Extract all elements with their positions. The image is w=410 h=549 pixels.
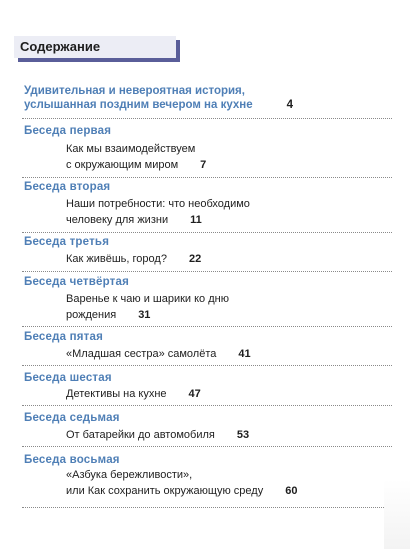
section-8-line-2: или Как сохранить окружающую среду 60	[66, 485, 298, 497]
dotted-divider	[22, 365, 392, 366]
section-title-5: Беседа пятая	[24, 331, 103, 343]
contents-header	[14, 36, 176, 58]
section-6-page-number: 47	[188, 388, 201, 400]
section-title-1: Беседа первая	[24, 125, 112, 137]
intro-line-1: Удивительная и невероятная история,	[24, 85, 245, 97]
section-7-line-1: От батарейки до автомобиля 53	[66, 429, 250, 441]
section-entry-5[interactable]	[66, 346, 251, 362]
dotted-divider	[22, 118, 392, 119]
section-entry-2[interactable]	[66, 196, 250, 228]
dotted-divider	[22, 177, 392, 178]
section-3-line-1: Как живёшь, город? 22	[66, 253, 202, 265]
section-entry-6[interactable]	[66, 386, 201, 402]
dotted-divider	[22, 507, 392, 508]
section-1-line-1: Как мы взаимодействуем	[66, 143, 196, 155]
section-7-page-number: 53	[236, 429, 250, 441]
section-title-4: Беседа четвёртая	[24, 276, 130, 288]
intro-entry[interactable]	[24, 84, 293, 112]
section-4-page-number: 31	[138, 309, 151, 321]
section-title-2: Беседа вторая	[24, 181, 111, 193]
section-entry-3[interactable]	[66, 251, 201, 267]
section-entry-4[interactable]	[66, 291, 229, 323]
section-entry-8[interactable]	[66, 467, 297, 499]
section-1-line-2: с окружающим миром 7	[66, 159, 207, 171]
intro-page-number: 4	[286, 99, 294, 111]
intro-line-2: услышанная поздним вечером на кухне 4	[24, 99, 294, 111]
section-title-3: Беседа третья	[24, 236, 110, 248]
section-5-page-number: 41	[238, 348, 251, 360]
section-entry-1[interactable]	[66, 141, 206, 173]
dotted-divider	[22, 446, 392, 447]
section-8-line-1: «Азбука бережливости»,	[66, 469, 193, 481]
dotted-divider	[22, 232, 392, 233]
section-8-page-number: 60	[285, 485, 298, 497]
section-2-line-2: человеку для жизни 11	[66, 214, 202, 226]
section-3-page-number: 22	[188, 253, 202, 265]
section-2-page-number: 11	[190, 214, 202, 226]
section-entry-7[interactable]	[66, 427, 249, 443]
section-2-line-1: Наши потребности: что необходимо	[66, 198, 250, 210]
dotted-divider	[22, 405, 392, 406]
section-6-line-1: Детективы на кухне 47	[66, 388, 201, 400]
section-4-line-2: рождения 31	[66, 309, 151, 321]
section-4-line-1: Варенье к чаю и шарики ко дню	[66, 293, 229, 305]
section-title-7: Беседа седьмая	[24, 412, 120, 424]
page-corner-shadow	[384, 479, 410, 549]
dotted-divider	[22, 326, 392, 327]
dotted-divider	[22, 271, 392, 272]
section-title-8: Беседа восьмая	[24, 454, 120, 466]
section-title-6: Беседа шестая	[24, 372, 112, 384]
section-5-line-1: «Младшая сестра» самолёта 41	[66, 348, 251, 360]
section-1-page-number: 7	[200, 159, 207, 171]
contents-title: Содержание	[20, 39, 101, 54]
